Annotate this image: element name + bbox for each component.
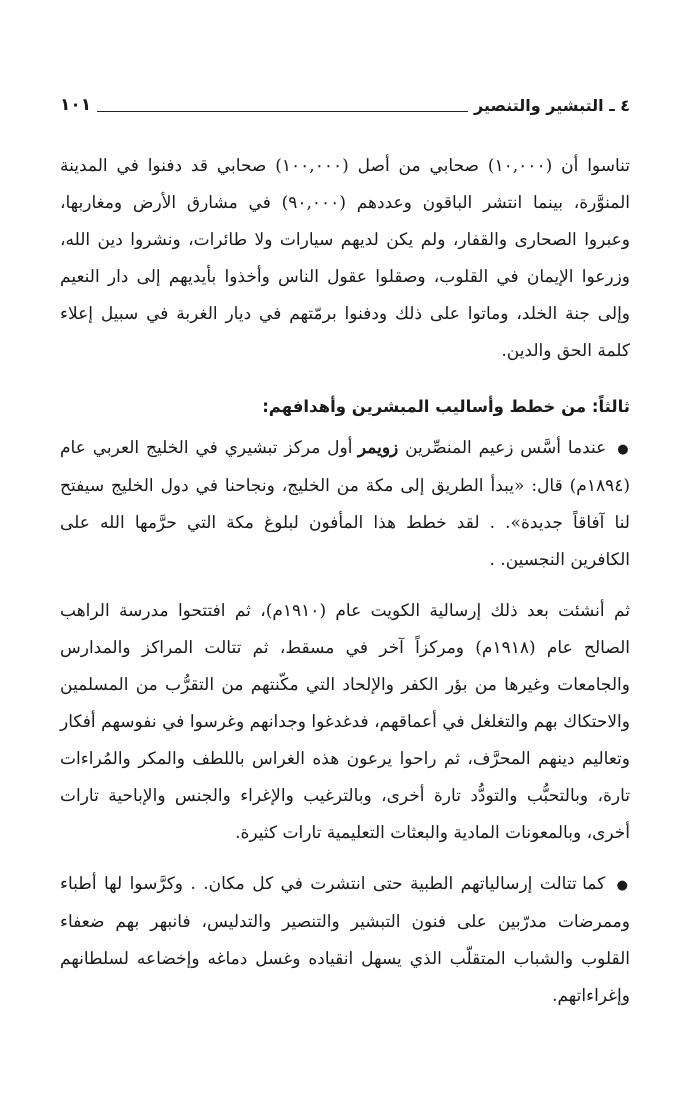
bullet-icon: ●	[616, 878, 631, 893]
paragraph-missions	[60, 593, 630, 852]
chapter-title: ٤ ـ التبشير والتنصير	[473, 96, 630, 115]
bullet-icon: ●	[617, 442, 630, 457]
header-rule	[97, 111, 468, 112]
page-number: ١٠١	[60, 95, 92, 115]
person-name: زويمر	[357, 438, 399, 458]
paragraph-zwemer	[60, 430, 630, 579]
section-heading: ثالثاً: من خطط وأساليب المبشرين وأهدافهم:	[262, 397, 630, 416]
paragraph-zwemer-start: عندما أسَّس زعيم المنصِّرين	[398, 438, 607, 458]
running-header	[60, 88, 630, 114]
paragraph-medical-missions	[60, 866, 630, 1015]
paragraph-medical-text: كما تتالت إرسالياتهم الطبية حتى انتشرت في كل مكان. . وكرَّسوا لها أطباء وممرضات مدرّبين على فنون التبشير والتنصير والتدليس، فانبهر بهم ضعفاء القلوب والشباب المتقلّب الذي يسهل انقياده وغسل دماغه وإخضاعه لسلطانهم وإغراءاتهم.	[60, 874, 630, 1006]
paragraph-gap	[60, 579, 630, 593]
paragraph-missions-text: ثم أنشئت بعد ذلك إرسالية الكويت عام (١٩١٠م)، ثم افتتحوا مدرسة الراهب الصالح عام (١٩١٨م) ومركزاً آخر في مسقط، ثم تتالت المراكز والمدارس والجامعات وغيرها من بؤر الكفر والإلحاد التي مكّنتهم من التقرُّب من المسلمين والاحتكاك بهم والتغلغل في أعماقهم، فدغدغوا وجدانهم وغرسوا في نفوسهم أفكار وتعاليم دينهم المحرَّف، ثم راحوا يرعون هذه الغراس باللطف والمكر والمُراءات تارة، وبالتحبُّب والتودُّد تارة أخرى، وبالترغيب والإغراء والجنس والإباحية تارات أخرى، وبالمعونات المادية والبعثات التعليمية تارات كثيرة.	[60, 601, 630, 843]
paragraph-zwemer-rest: أول مركز تبشيري في الخليج العربي عام (١٨٩٤م) قال: «يبدأ الطريق إلى مكة من الخليج، ونجاحنا في دول الخليج سيفتح لنا آفاقاً جديدة». . لقد خطط هذا المأفون لبلوغ مكة التي حرَّمها الله على الكافرين النجسين. .	[60, 438, 630, 570]
paragraph-sahaba: تناسوا أن (١٠,٠٠٠) صحابي من أصل (١٠٠,٠٠٠) صحابي قد دفنوا في المدينة المنوَّرة، بينما انتشر الباقون وعددهم (٩٠,٠٠٠) في مشارق الأرض ومغاربها، وعبروا الصحارى والقفار، ولم يكن لديهم سيارات ولا طائرات، ونشروا دين الله، وزرعوا الإيمان في القلوب، وصقلوا عقول الناس وأخذوا بأيديهم إلى دار النعيم وإلى جنة الخلد، وماتوا على ذلك ودفنوا برمّتهم في ديار الغربة في سبيل إعلاء كلمة الحق والدين.	[60, 156, 630, 361]
body-text	[60, 148, 630, 1015]
paragraph-gap	[60, 852, 630, 866]
